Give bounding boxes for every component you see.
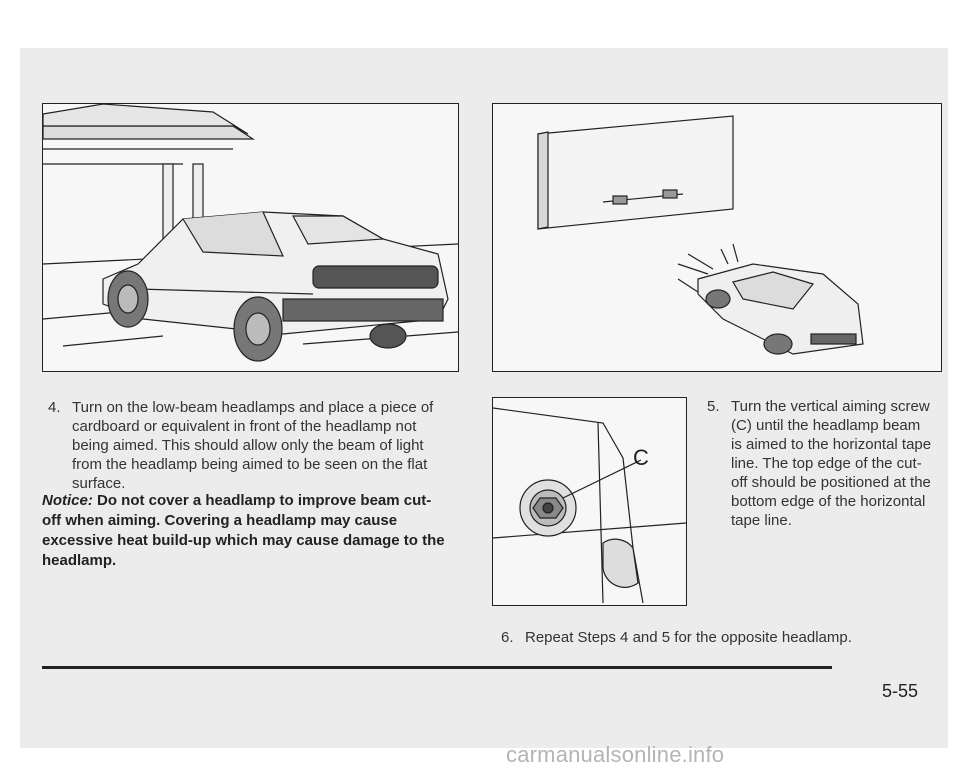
footer-rule — [42, 666, 832, 669]
step-4-number: 4. — [48, 399, 61, 416]
notice-text: Do not cover a headlamp to improve beam cut-off when aiming. Covering a headlamp may cause excessive heat build-up which may cause damage to the headlamp. — [42, 492, 445, 569]
aiming-screw-closeup-illustration — [492, 397, 687, 606]
step-4-text: Turn on the low-beam headlamps and place a piece of cardboard or equivalent in front of the headlamp not being aimed. This should allow only the beam of light from the headlamp being aimed to be seen on the flat surface. — [72, 399, 434, 492]
step-4 — [48, 398, 438, 493]
step-6-number: 6. — [501, 629, 514, 646]
step-6 — [501, 628, 921, 647]
page-number: 5-55 — [882, 681, 919, 701]
step-6-text: Repeat Steps 4 and 5 for the opposite headlamp. — [525, 629, 852, 646]
callout-c-label: C — [633, 445, 649, 470]
watermark-text: carmanualsonline.info — [506, 742, 725, 767]
notice-block — [42, 491, 447, 571]
headlamp-aiming-board-illustration — [492, 103, 942, 372]
notice-label: Notice: — [42, 492, 93, 509]
car-facing-garage-illustration — [42, 103, 459, 372]
step-5-number: 5. — [707, 398, 720, 415]
step-5 — [707, 397, 932, 530]
step-5-text: Turn the vertical aiming screw (C) until the headlamp beam is aimed to the horizontal tape line. The top edge of the cut-off should be positioned at the bottom edge of the horizontal tape line. — [731, 398, 932, 529]
